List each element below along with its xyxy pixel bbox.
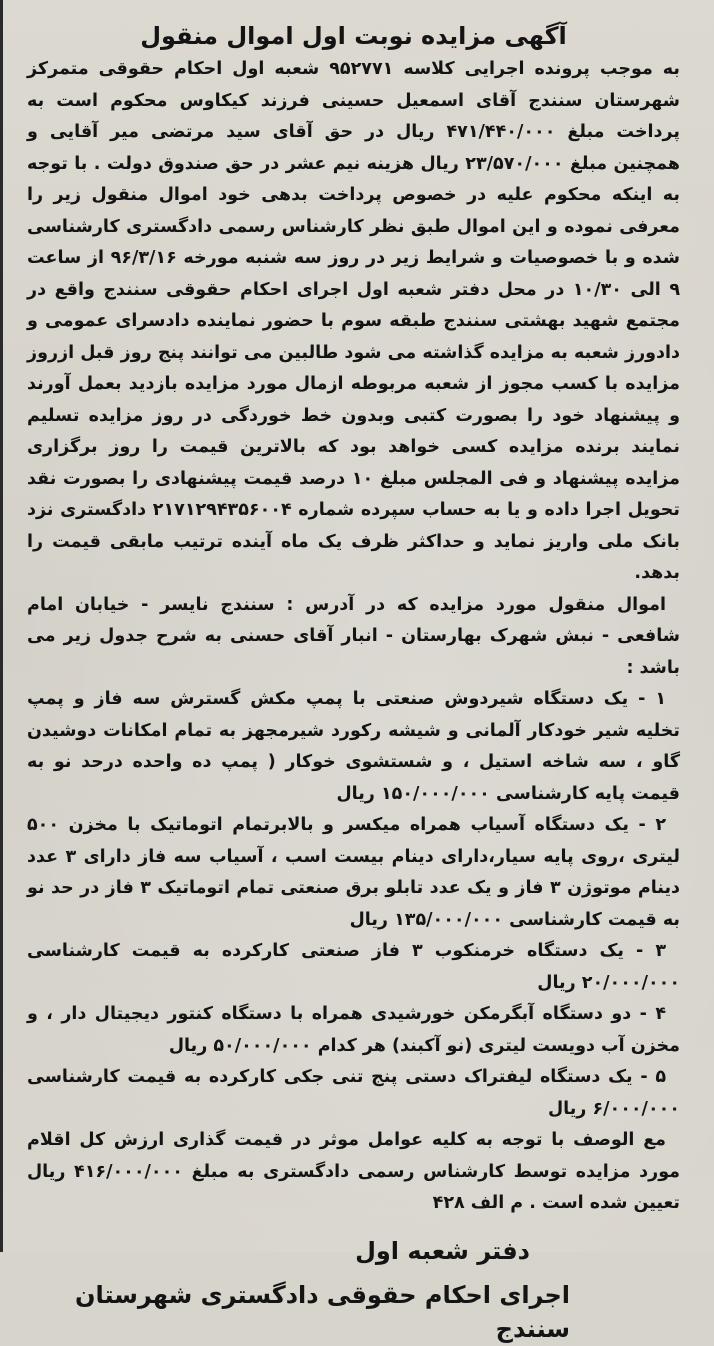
signature-department: اجرای احکام حقوقی دادگستری شهرستان سنندج <box>74 1280 570 1343</box>
closing-paragraph: مع الوصف با توجه به کلیه عوامل موثر در قیمت گذاری ارزش کل اقلام مورد مزایده توسط کارشناس رسمی دادگستری به مبلغ ۴۱۶/۰۰۰/۰۰۰ ریال تعیین شده است . م الف ۴۲۸ <box>27 1130 681 1213</box>
notice-title: آگهی مزایده نوبت اول اموال منقول <box>140 22 567 50</box>
property-location-paragraph: اموال منقول مورد مزایده که در آدرس : سنندج نایسر - خیابان امام شافعی - نبش شهرک بهارستان - انبار آقای حسنی به شرح جدول زیر می باشد : <box>27 594 680 678</box>
notice-body-paragraph: به موجب پرونده اجرایی کلاسه ۹۵۲۷۷۱ شعبه اول احکام حقوقی متمرکز شهرستان سنندج آقای اسمعیل حسینی فرزند کیکاوس محکوم است به پرداخت مبلغ ۴۷۱/۴۴۰/۰۰۰ ریال در حق آقای سید مرتضی میر آقایی و همچنین مبلغ ۲۳/۵۷۰/۰۰۰ ریال هزینه نیم عشر در حق صندوق دولت . با توجه به اینکه محکوم علیه در خصوص پرداخت بدهی خود اموال منقول زیر را معرفی نموده و این اموال طبق نظر کارشناس رسمی دادگستری کارشناسی شده و با خصوصیات و شرایط زیر در روز سه شنبه مورخه ۹۶/۳/۱۶ از ساعت ۹ الی ۱۰/۳۰ در محل دفتر شعبه اول اجرای احکام حقوقی سنندج واقع در مجتمع شهید بهشتی سنندج طبقه سوم با حضور نماینده دادسرای عمومی و دادورز شعبه به مزایده گذاشته می شود طالبین می توانند پنج روز قبل ازروز مزایده با کسب مجوز از شعبه مربوطه ازمال مورد مزایده بازدید بعمل آورند و پیشنهاد خود را بصورت کتبی وبدون خط خوردگی در روز مزایده تسلیم نمایند برنده مزایده کسی خواهد بود که بالاترین قیمت را روز برگزاری مزایده پیشنهاد و فی المجلس مبلغ ۱۰ درصد قیمت پیشنهادی را بصورت نقد تحویل اجرا داده و یا به حساب سپرده شماره ۲۱۷۱۲۹۴۳۵۶۰۰۴ دادگستری نزد بانک ملی واریز نماید و حداکثر ظرف یک ماه آینده ترتیب مابقی قیمت را بدهد. <box>27 59 680 583</box>
auction-item-1: ۱ - یک دستگاه شیردوش صنعتی با پمپ مکش گسترش سه فاز و پمپ تخلیه شیر خودکار آلمانی و شیشه رکورد شیرمجهز به تمام امکانات دوشیدن گاو ، سه شاخه استیل ، و شستشوی خوکار ( پمپ ده واحده درحد نو به قیمت پایه کارشناسی ۱۵۰/۰۰۰/۰۰۰ ریال <box>27 689 680 804</box>
auction-item-2: ۲ - یک دستگاه آسیاب همراه میکسر و بالابرتمام اتوماتیک با مخزن ۵۰۰ لیتری ،روی پایه سیار،دارای دینام بیست اسب ، آسیاب سه فاز دارای ۳ عدد دینام موتوژن ۳ فاز و یک عدد تابلو برق صنعتی تمام اتوماتیک ۳ فاز در حد نو به قیمت کارشناسی ۱۳۵/۰۰۰/۰۰۰ ریال <box>27 815 680 930</box>
auction-item-5: ۵ - یک دستگاه لیفتراک دستی پنج تنی جکی کارکرده به قیمت کارشناسی ۶/۰۰۰/۰۰۰ ریال <box>27 1067 680 1119</box>
auction-items-list <box>27 684 680 1125</box>
signature-office: دفتر شعبه اول <box>355 1236 530 1265</box>
signature-block <box>27 1234 680 1346</box>
auction-item-4: ۴ - دو دستگاه آبگرمکن خورشیدی همراه با دستگاه کنتور دیجیتال دار ، و مخزن آب دویست لیتری (نو آکبند) هر کدام ۵۰/۰۰۰/۰۰۰ ریال <box>27 1004 680 1056</box>
auction-item-3: ۳ - یک دستگاه خرمنکوب ۳ فاز صنعتی کارکرده به قیمت کارشناسی ۲۰/۰۰۰/۰۰۰ ریال <box>27 941 680 993</box>
